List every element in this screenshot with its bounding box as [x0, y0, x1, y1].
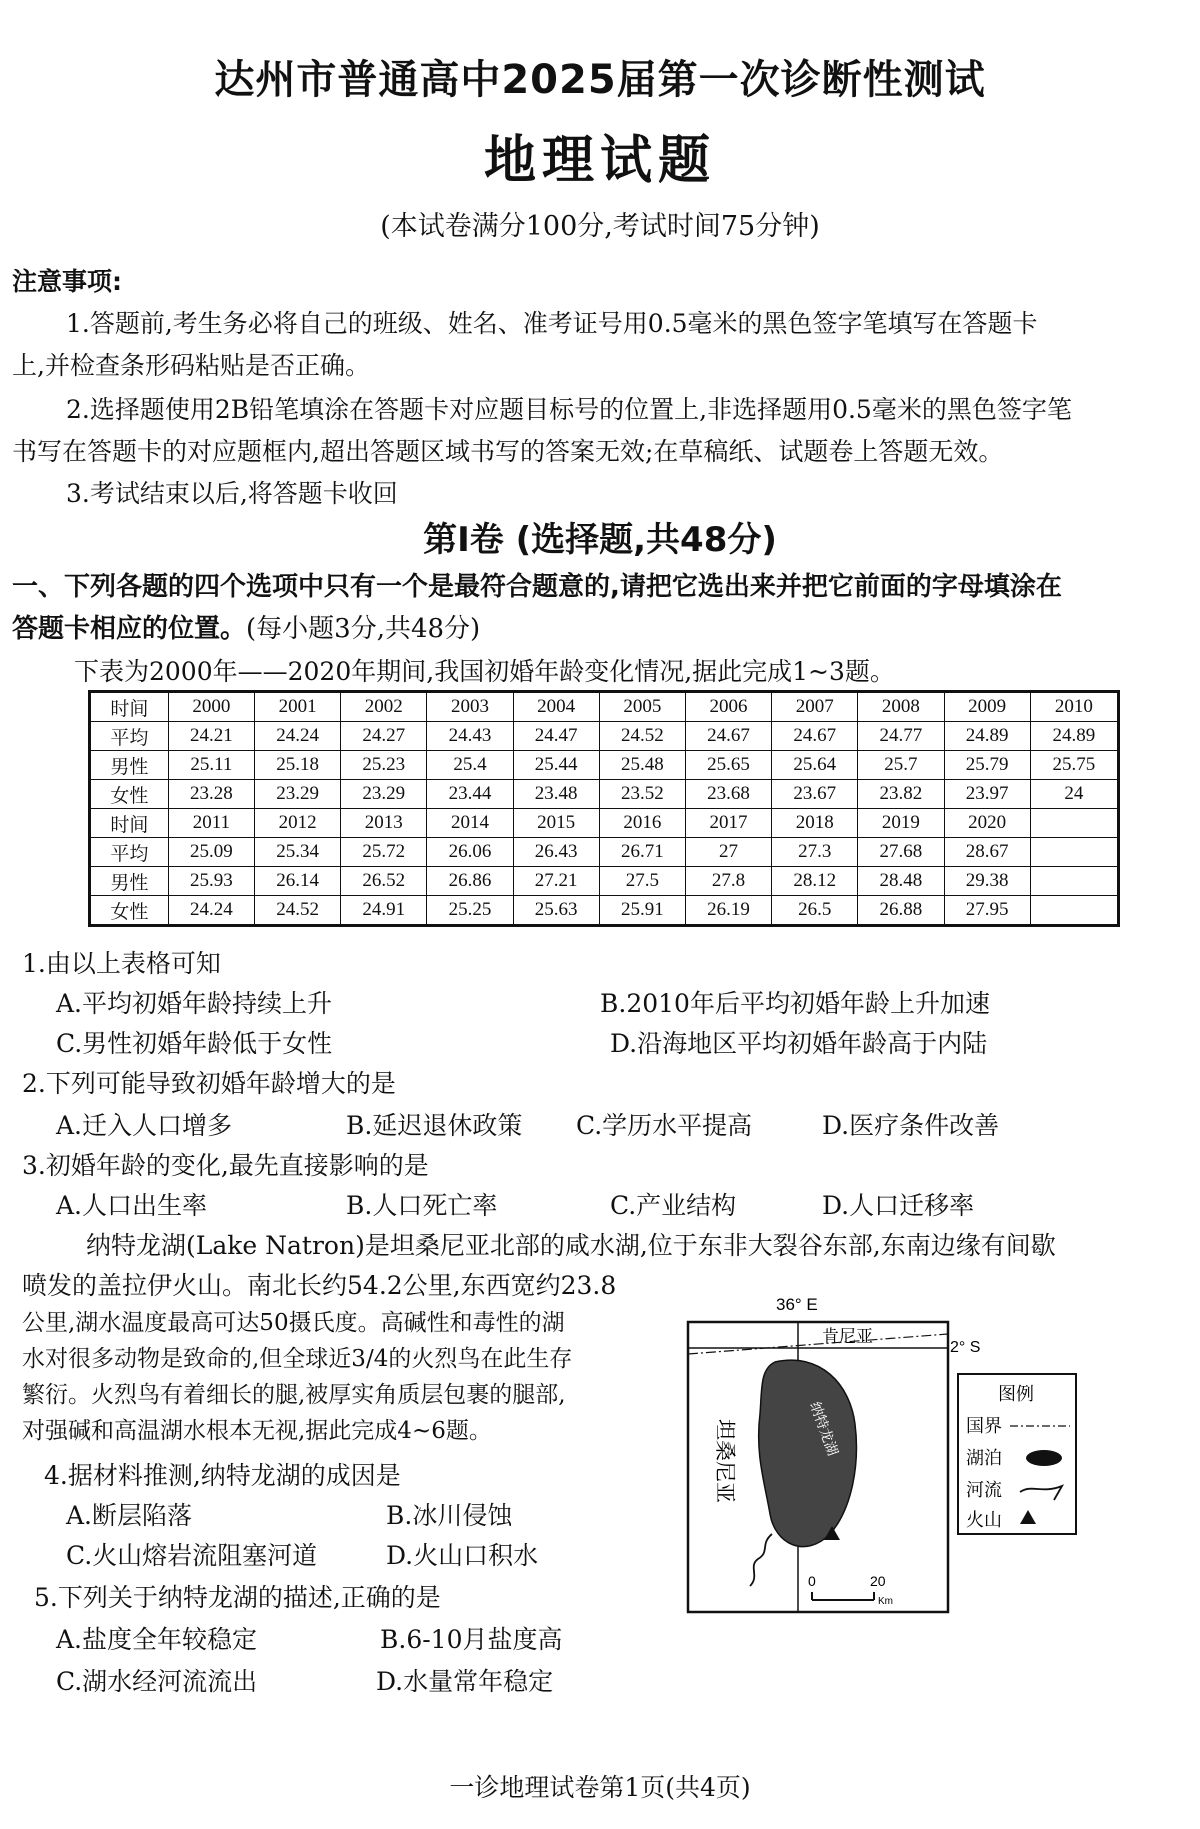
passage-line-5: 繁衍。火烈鸟有着细长的腿,被厚实角质层包裹的腿部,: [22, 1382, 566, 1408]
legend-river-label: 河流: [966, 1480, 1002, 1501]
table-intro: 下表为2000年——2020年期间,我国初婚年龄变化情况,据此完成1~3题。: [74, 657, 895, 686]
table-cell: 28.48: [858, 867, 944, 896]
legend-lake-label: 湖泊: [966, 1448, 1002, 1469]
q2-option-c: C.学历水平提高: [576, 1111, 753, 1140]
table-cell: 2002: [341, 692, 427, 722]
table-row: [90, 809, 1119, 838]
map-tanzania-label: 坦桑尼亚: [713, 1419, 737, 1503]
note-1-line-2: 上,并检查条形码粘贴是否正确。: [12, 351, 370, 380]
table-cell: 24.27: [341, 722, 427, 751]
table-cell: 27.21: [513, 867, 599, 896]
passage-line-3: 公里,湖水温度最高可达50摄氏度。高碱性和毒性的湖: [22, 1310, 565, 1336]
q1-option-d: D.沿海地区平均初婚年龄高于内陆: [610, 1029, 988, 1058]
table-cell: 25.79: [944, 751, 1030, 780]
table-cell: 26.88: [858, 896, 944, 926]
q3-option-b: B.人口死亡率: [346, 1191, 498, 1220]
q5-option-a: A.盐度全年较稳定: [56, 1625, 258, 1654]
table-cell: 2012: [255, 809, 341, 838]
map-lake-label: 纳特龙湖: [806, 1399, 841, 1458]
table-cell: 23.68: [685, 780, 771, 809]
legend-volcano-label: 火山: [966, 1510, 1002, 1531]
scale-zero: 0: [808, 1573, 816, 1589]
table-row: [90, 896, 1119, 926]
q5-option-b: B.6-10月盐度高: [380, 1625, 563, 1654]
table-cell: 2010: [1030, 692, 1118, 722]
table-cell: 27: [685, 838, 771, 867]
note-3: 3.考试结束以后,将答题卡收回: [66, 479, 398, 508]
q5-option-c: C.湖水经河流流出: [56, 1667, 258, 1696]
lake-natron: [759, 1360, 857, 1546]
table-cell: 24.43: [427, 722, 513, 751]
table-cell: [1030, 867, 1118, 896]
table-cell: 27.3: [772, 838, 858, 867]
q4-option-d: D.火山口积水: [386, 1541, 539, 1570]
section-instruction-line-2: [12, 608, 480, 645]
table-cell: 28.12: [772, 867, 858, 896]
q3-option-c: C.产业结构: [610, 1191, 737, 1220]
passage-line-6: 对强碱和高温湖水根本无视,据此完成4~6题。: [22, 1418, 492, 1444]
table-cell: 25.25: [427, 896, 513, 926]
table-cell: 24.67: [685, 722, 771, 751]
table-row-header: 平均: [90, 722, 169, 751]
table-row-header: 时间: [90, 692, 169, 722]
table-cell: 26.14: [255, 867, 341, 896]
table-cell: 24.89: [1030, 722, 1118, 751]
table-cell: 25.18: [255, 751, 341, 780]
table-cell: 24.24: [168, 896, 254, 926]
passage-line-2: 喷发的盖拉伊火山。南北长约54.2公里,东西宽约23.8: [22, 1271, 617, 1300]
table-cell: 24: [1030, 780, 1118, 809]
q1-option-a: A.平均初婚年龄持续上升: [56, 989, 333, 1018]
table-cell: 23.67: [772, 780, 858, 809]
table-cell: 23.48: [513, 780, 599, 809]
table-row-header: 男性: [90, 751, 169, 780]
table-row: [90, 780, 1119, 809]
q4-stem: 4.据材料推测,纳特龙湖的成因是: [44, 1461, 401, 1490]
table-cell: 23.97: [944, 780, 1030, 809]
table-cell: [1030, 838, 1118, 867]
scale-twenty: 20: [870, 1573, 886, 1589]
table-cell: 23.82: [858, 780, 944, 809]
q4-option-c: C.火山熔岩流阻塞河道: [66, 1541, 318, 1570]
table-cell: 24.24: [255, 722, 341, 751]
table-cell: 27.5: [599, 867, 685, 896]
table-cell: 28.67: [944, 838, 1030, 867]
table-cell: 23.44: [427, 780, 513, 809]
instruction-score-note: (每小题3分,共48分): [246, 614, 481, 644]
table-cell: 23.28: [168, 780, 254, 809]
instruction-bold-part: 答题卡相应的位置。: [12, 614, 247, 644]
table-row: [90, 692, 1119, 722]
legend-border-label: 国界: [966, 1416, 1002, 1437]
table-cell: 2003: [427, 692, 513, 722]
national-border: [688, 1334, 948, 1354]
note-1-line-1: 1.答题前,考生务必将自己的班级、姓名、准考证号用0.5毫米的黑色签字笔填写在答题卡: [66, 309, 1038, 338]
table-cell: 26.06: [427, 838, 513, 867]
table-row-header: 女性: [90, 896, 169, 926]
map-kenya-label: 肯尼亚: [822, 1327, 873, 1347]
river: [750, 1534, 772, 1586]
table-row: [90, 722, 1119, 751]
table-cell: 2000: [168, 692, 254, 722]
q4-option-a: A.断层陷落: [66, 1501, 193, 1530]
subject-title: 地理试题: [483, 130, 716, 191]
section-instruction-line-1: 一、下列各题的四个选项中只有一个是最符合题意的,请把它选出来并把它前面的字母填涂在: [12, 572, 1062, 602]
map-longitude-label: 36° E: [776, 1295, 818, 1314]
table-cell: 25.23: [341, 751, 427, 780]
table-cell: 23.52: [599, 780, 685, 809]
q3-stem: 3.初婚年龄的变化,最先直接影响的是: [22, 1151, 429, 1180]
table-cell: 2011: [168, 809, 254, 838]
table-cell: 25.34: [255, 838, 341, 867]
scale-unit: Km: [878, 1596, 893, 1607]
table-cell: 2017: [685, 809, 771, 838]
table-row: [90, 751, 1119, 780]
table-cell: 25.48: [599, 751, 685, 780]
table-cell: 24.77: [858, 722, 944, 751]
table-cell: 24.89: [944, 722, 1030, 751]
table-cell: 24.47: [513, 722, 599, 751]
table-cell: [1030, 809, 1118, 838]
table-cell: 25.44: [513, 751, 599, 780]
note-2-line-1: 2.选择题使用2B铅笔填涂在答题卡对应题目标号的位置上,非选择题用0.5毫米的黑色签字笔: [66, 395, 1072, 424]
exam-title: 达州市普通高中2025届第一次诊断性测试: [214, 57, 986, 103]
table-cell: 25.65: [685, 751, 771, 780]
table-row-header: 女性: [90, 780, 169, 809]
q1-option-c: C.男性初婚年龄低于女性: [56, 1029, 333, 1058]
q5-option-d: D.水量常年稳定: [376, 1667, 554, 1696]
table-cell: 2016: [599, 809, 685, 838]
table-cell: 29.38: [944, 867, 1030, 896]
table-cell: 2001: [255, 692, 341, 722]
table-cell: 2015: [513, 809, 599, 838]
table-cell: 2004: [513, 692, 599, 722]
table-cell: 25.75: [1030, 751, 1118, 780]
table-cell: 27.95: [944, 896, 1030, 926]
note-2-line-2: 书写在答题卡的对应题框内,超出答题区域书写的答案无效;在草稿纸、试题卷上答题无效。: [12, 437, 1004, 466]
table-cell: 2020: [944, 809, 1030, 838]
table-cell: 25.09: [168, 838, 254, 867]
table-cell: 25.93: [168, 867, 254, 896]
q1-stem: 1.由以上表格可知: [22, 949, 221, 978]
table-cell: 24.21: [168, 722, 254, 751]
table-cell: 2009: [944, 692, 1030, 722]
notes-heading: 注意事项:: [12, 267, 122, 296]
table-row-header: 时间: [90, 809, 169, 838]
legend-title: 图例: [998, 1384, 1034, 1405]
table-cell: 23.29: [255, 780, 341, 809]
table-cell: 25.64: [772, 751, 858, 780]
q2-stem: 2.下列可能导致初婚年龄增大的是: [22, 1069, 396, 1098]
exam-info: (本试卷满分100分,考试时间75分钟): [380, 211, 820, 242]
q2-option-a: A.迁入人口增多: [56, 1111, 233, 1140]
table-cell: 2007: [772, 692, 858, 722]
table-cell: 2013: [341, 809, 427, 838]
page-footer: 一诊地理试卷第1页(共4页): [449, 1773, 751, 1802]
table-cell: 2005: [599, 692, 685, 722]
table-row-header: 平均: [90, 838, 169, 867]
table-cell: 2014: [427, 809, 513, 838]
table-cell: 26.19: [685, 896, 771, 926]
q2-option-d: D.医疗条件改善: [822, 1111, 1000, 1140]
table-cell: 27.8: [685, 867, 771, 896]
table-cell: 2019: [858, 809, 944, 838]
table-cell: 24.67: [772, 722, 858, 751]
table-cell: 26.52: [341, 867, 427, 896]
table-cell: 25.72: [341, 838, 427, 867]
q3-option-d: D.人口迁移率: [822, 1191, 975, 1220]
table-cell: 24.52: [255, 896, 341, 926]
legend-lake-symbol: [1026, 1450, 1062, 1466]
table-cell: 26.43: [513, 838, 599, 867]
table-cell: 26.5: [772, 896, 858, 926]
q5-stem: 5.下列关于纳特龙湖的描述,正确的是: [34, 1583, 441, 1612]
section-title: 第Ⅰ卷 (选择题,共48分): [423, 520, 777, 560]
table-cell: 23.29: [341, 780, 427, 809]
table-cell: 26.86: [427, 867, 513, 896]
table-cell: 25.4: [427, 751, 513, 780]
table-row: [90, 838, 1119, 867]
q4-option-b: B.冰川侵蚀: [386, 1501, 513, 1530]
passage-line-4: 水对很多动物是致命的,但全球近3/4的火烈鸟在此生存: [22, 1346, 573, 1372]
table-cell: 27.68: [858, 838, 944, 867]
q2-option-b: B.延迟退休政策: [346, 1111, 523, 1140]
table-cell: 25.11: [168, 751, 254, 780]
table-cell: 25.91: [599, 896, 685, 926]
q1-option-b: B.2010年后平均初婚年龄上升加速: [600, 989, 990, 1018]
table-cell: 24.52: [599, 722, 685, 751]
q3-option-a: A.人口出生率: [56, 1191, 208, 1220]
table-cell: 25.63: [513, 896, 599, 926]
table-cell: 2008: [858, 692, 944, 722]
table-cell: [1030, 896, 1118, 926]
table-cell: 2006: [685, 692, 771, 722]
table-cell: 24.91: [341, 896, 427, 926]
lake-natron-map: [680, 1294, 1080, 1624]
table-cell: 25.7: [858, 751, 944, 780]
passage-line-1: 纳特龙湖(Lake Natron)是坦桑尼亚北部的咸水湖,位于东非大裂谷东部,东南边缘有间歇: [86, 1231, 1056, 1260]
table-row: [90, 867, 1119, 896]
table-row-header: 男性: [90, 867, 169, 896]
table-cell: 2018: [772, 809, 858, 838]
marriage-age-table: [88, 690, 1120, 927]
table-cell: 26.71: [599, 838, 685, 867]
map-latitude-label: 2° S: [950, 1339, 981, 1356]
